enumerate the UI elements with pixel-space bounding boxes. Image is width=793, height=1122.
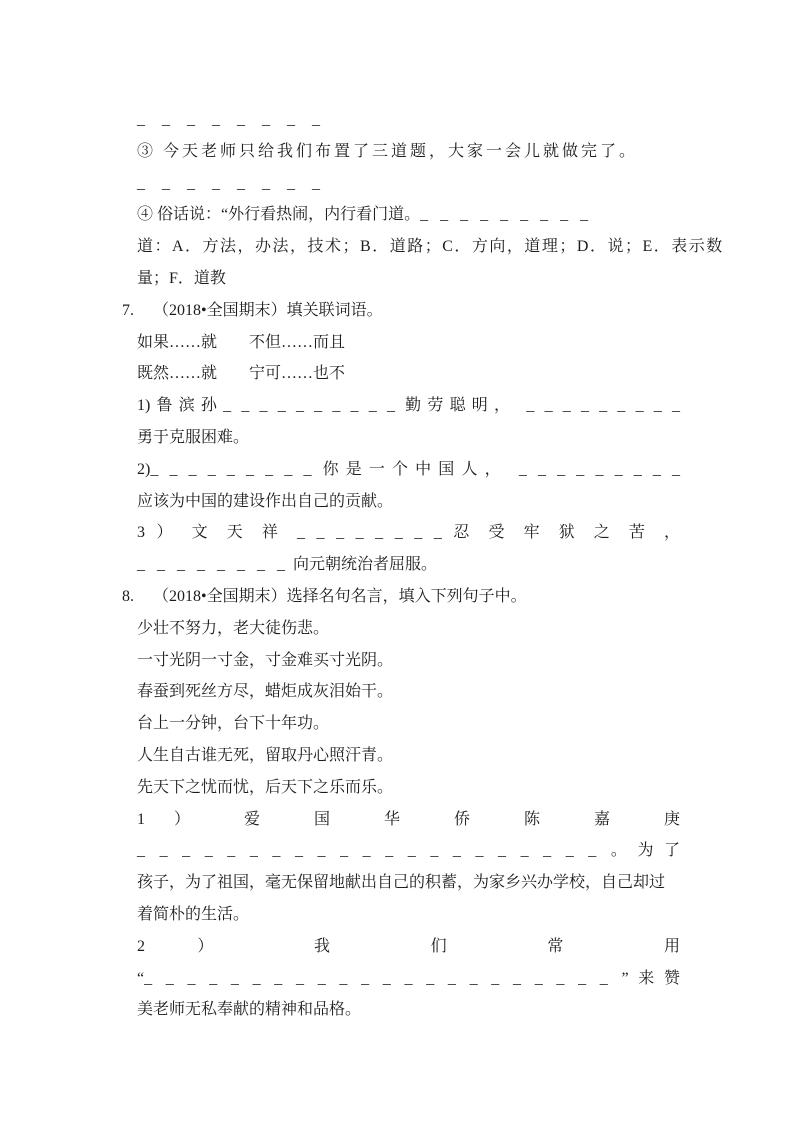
item-7-question-2-line-2: 应该为中国的建设作出自己的贡献。 <box>137 492 394 510</box>
item-8-question-2-line-1: 2 ） 我 们 常 用 <box>137 937 680 955</box>
quote-option: 一寸光阴一寸金，寸金难买寸光阴。 <box>137 651 394 669</box>
q1-answer-blank: _ _ _ _ _ _ _ _ _ _ _ _ _ _ _ _ _ _ _ _ _ <box>137 842 597 860</box>
q2-answer-blank: _ _ _ _ _ _ _ _ _ _ _ _ _ _ _ _ _ _ _ _ _ _ <box>144 969 608 987</box>
item-7-question-3-line-2 <box>137 549 680 581</box>
quote-option: 春蚕到死丝方尽，蜡炬成灰泪始干。 <box>137 683 394 701</box>
q3-suffix: 忍 受 牢 狱 之 苦 ， <box>453 524 680 542</box>
quote-option: 先天下之忧而忧，后天下之乐而乐。 <box>137 778 394 796</box>
item-8-question-1-line-1: 1 ） 爱 国 华 侨 陈 嘉 庚 <box>137 810 680 828</box>
item-8-question-1-blank-line <box>137 835 680 867</box>
q3-line-2-text: 向元朝统治者屈服。 <box>293 556 438 574</box>
q2-blank-2: _ _ _ _ _ _ _ _ _ <box>518 460 680 478</box>
word-pairs-row-2: 既然……就 宁可……也不 <box>137 365 346 383</box>
dao-meanings-line-1: 道：A．方法，办法，技术；B．道路；C．方向，道理；D．说；E．表示数 <box>137 238 724 256</box>
quote-option: 人生自古谁无死，留取丹心照汗青。 <box>137 746 394 764</box>
sentence-4 <box>137 199 680 231</box>
q2-blank-suffix: ”来赞 <box>621 969 681 987</box>
q2-prefix: 2) <box>137 460 151 478</box>
q1-blank-1: _ _ _ _ _ _ _ _ _ _ <box>223 397 395 415</box>
item-8-question-1-line-4: 着简朴的生活。 <box>137 905 250 923</box>
q2-open-quote: “ <box>137 969 145 987</box>
item-8-question-2-blank-line <box>137 963 680 995</box>
q3-blank-2: _ _ _ _ _ _ _ _ <box>137 556 289 574</box>
item-7-heading <box>122 295 680 327</box>
item-8-question-2-line-3: 美老师无私奉献的精神和品格。 <box>137 1001 362 1019</box>
dao-meanings-line-2: 量；F．道教 <box>137 269 226 287</box>
item-8-number: 8. <box>122 587 134 605</box>
q1-blank-suffix: 。为了 <box>610 842 681 860</box>
quote-option: 台上一分钟，台下十年功。 <box>137 715 330 733</box>
item-8-title: （2018•全国期末）选择名句名言，填入下列句子中。 <box>153 587 527 605</box>
item-7-title: （2018•全国期末）填关联词语。 <box>153 301 383 319</box>
q1-prefix: 1)鲁滨孙 <box>137 397 224 415</box>
sentence-3: ③ 今天老师只给我们布置了三道题，大家一会儿就做完了。 <box>137 142 639 160</box>
item-7-question-3-line-1 <box>137 517 680 549</box>
q2-mid: 你是一个中国人， <box>322 460 508 478</box>
word-pairs-row-1: 如果……就 不但……而且 <box>137 333 346 351</box>
q3-prefix: 3 ） 文 天 祥 <box>137 524 286 542</box>
item-7-question-2-line-1 <box>137 454 680 486</box>
sentence-4-blank: _ _ _ _ _ _ _ _ _ <box>420 206 593 224</box>
item-7-question-1-line-2: 勇于克服困难。 <box>137 428 250 446</box>
q3-blank-1: _ _ _ _ _ _ _ _ <box>296 524 442 542</box>
item-8-question-1-line-3: 孩子，为了祖国，毫无保留地献出自己的积蓄，为家乡兴办学校，自己却过 <box>137 874 666 892</box>
answer-blank-row: _ _ _ _ _ _ _ _ <box>137 111 327 128</box>
sentence-4-text: ④ 俗话说：“外行看热闹，内行看门道。 <box>137 206 421 224</box>
q1-blank-2: _ _ _ _ _ _ _ _ _ <box>526 397 681 415</box>
q2-blank-1: _ _ _ _ _ _ _ _ _ <box>150 460 312 478</box>
quote-option: 少壮不努力，老大徒伤悲。 <box>137 619 330 637</box>
item-7-question-1-line-1 <box>137 390 680 422</box>
q1-mid: 勤劳聪明， <box>405 397 517 415</box>
item-8-heading <box>122 581 680 613</box>
document-content <box>122 104 724 1026</box>
answer-blank-row: _ _ _ _ _ _ _ _ <box>137 174 327 192</box>
item-7-number: 7. <box>122 301 134 319</box>
